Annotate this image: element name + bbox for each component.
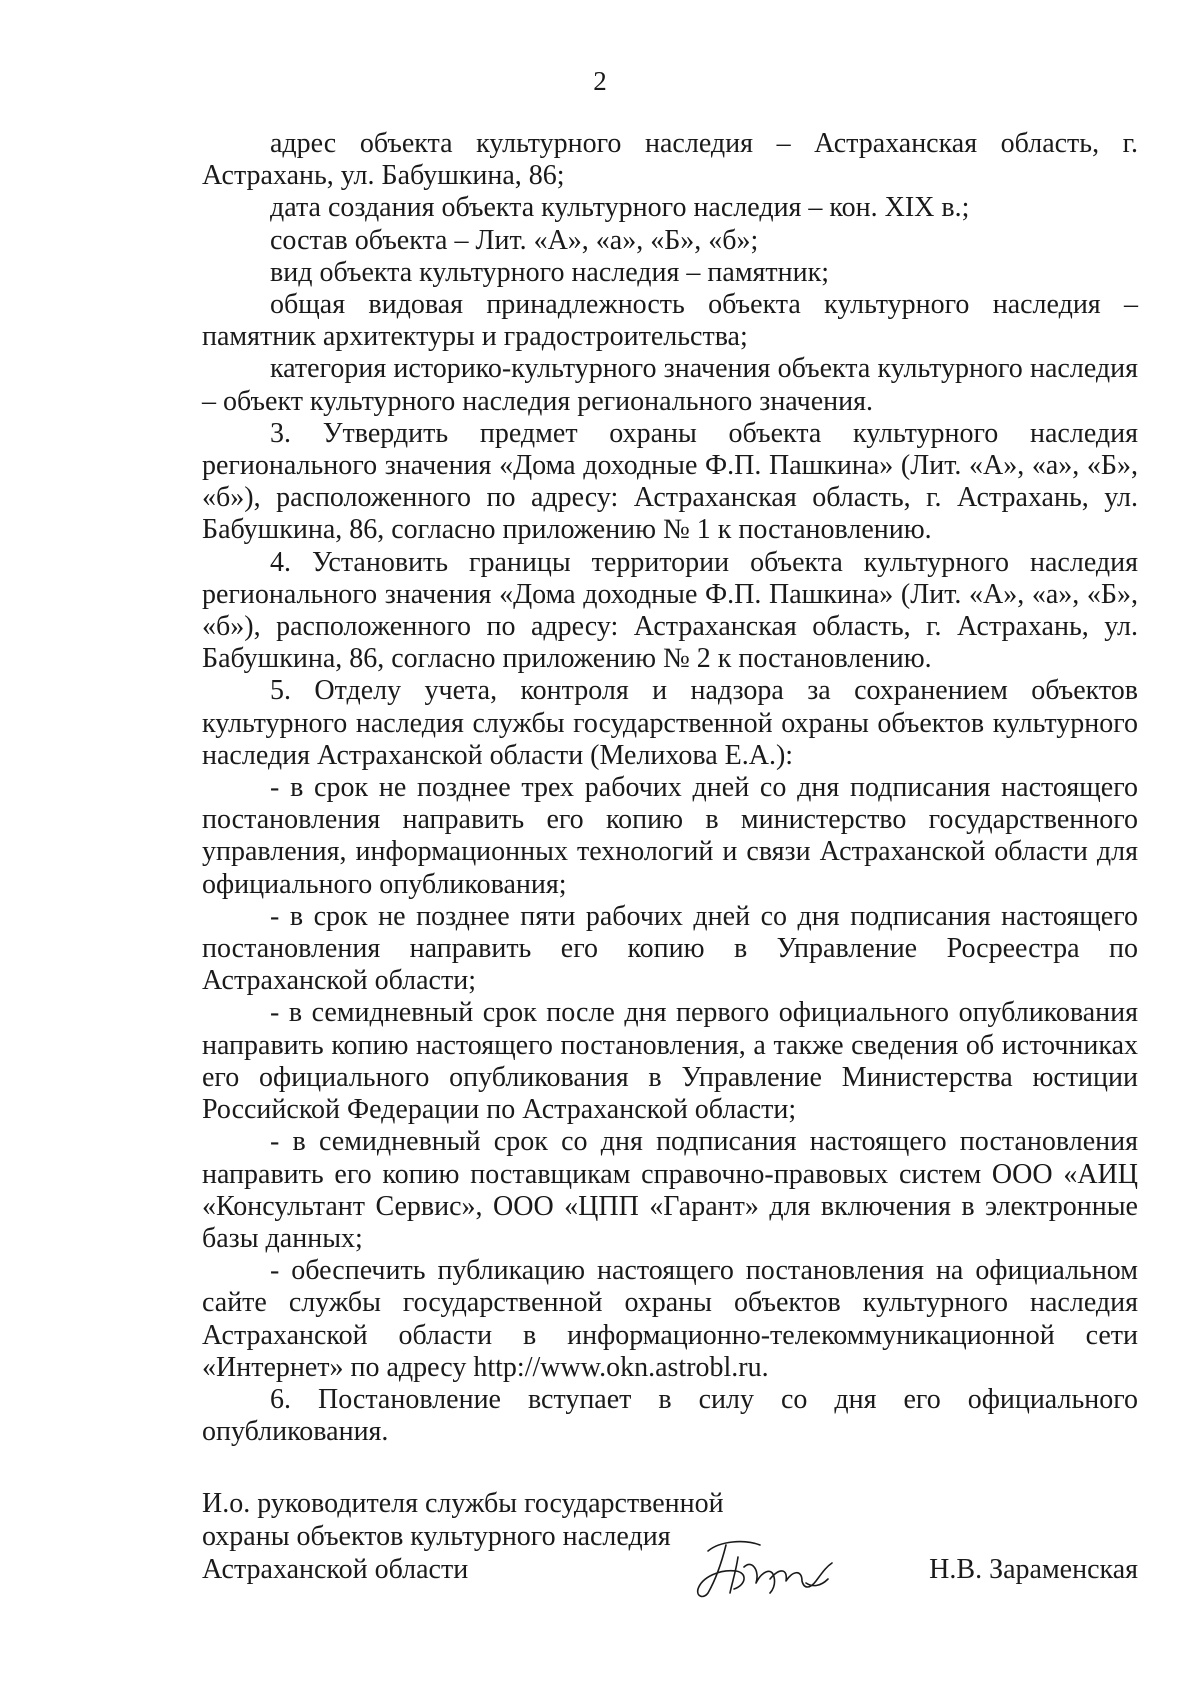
paragraph-type-affiliation: общая видовая принадлежность объекта культурного наследия – памятник архитектуры и градостроительства; [202, 289, 1138, 353]
signatory-position-line: охраны объектов культурного наследия [202, 1521, 671, 1552]
paragraph-item-5-sub-4: - в семидневный срок со дня подписания настоящего постановления направить его копию поставщикам справочно-правовых систем ООО «АИЦ «Консультант Сервис», ООО «ЦПП «Гарант» для включения в электронные базы данных; [202, 1126, 1138, 1254]
document-body [202, 128, 1138, 1448]
signatory-position [202, 1487, 724, 1586]
paragraph-item-6: 6. Постановление вступает в силу со дня его официального опубликования. [202, 1383, 1138, 1448]
paragraph-item-5-sub-1: - в срок не позднее трех рабочих дней со дня подписания настоящего постановления направить его копию в министерство государственного управления, информационных технологий и связи Астраханской области для официального опубликования; [202, 772, 1138, 900]
paragraph-object-kind: вид объекта культурного наследия – памятник; [270, 256, 830, 288]
handwritten-signature [686, 1527, 846, 1607]
paragraph-item-5-sub-3: - в семидневный срок после дня первого официального опубликования направить копию настоящего постановления, а также сведения об источниках его официального опубликования в Управление Министерства юстиции Российской Федерации по Астраханской области; [202, 997, 1138, 1126]
paragraph-address: адрес объекта культурного наследия – Астраханская область, г. Астрахань, ул. Бабушкина, 86; [202, 128, 1138, 192]
paragraph-significance-category: категория историко-культурного значения объекта культурного наследия – объект культурного наследия регионального значения. [202, 353, 1138, 417]
paragraph-item-5: 5. Отделу учета, контроля и надзора за сохранением объектов культурного наследия службы государственной охраны объектов культурного наследия Астраханской области (Мелихова Е.А.): [202, 675, 1138, 771]
signatory-position-line: Астраханской области [202, 1554, 469, 1585]
paragraph-item-4: 4. Установить границы территории объекта культурного наследия регионального значения «Дома доходные Ф.П. Пашкина» (Лит. «А», «а», «Б», «б»), расположенного по адресу: Астраханская область, г. Астрахань, ул. Бабушкина, 86, согласно приложению № 2 к постановлению. [202, 546, 1138, 675]
page-number: 2 [593, 66, 607, 96]
paragraph-object-composition: состав объекта – Лит. «А», «а», «Б», «б»; [270, 224, 759, 256]
paragraph-item-5-sub-2: - в срок не позднее пяти рабочих дней со дня подписания настоящего постановления направить его копию в Управление Росреестра по Астраханской области; [202, 900, 1138, 997]
signature-block [202, 1487, 1138, 1607]
paragraph-item-5-sub-5: - обеспечить публикацию настоящего постановления на официальном сайте службы государственной охраны объектов культурного наследия Астраханской области в информационно-телекоммуникационной сети «Интернет» по адресу http://www.okn.astrobl.ru. [202, 1255, 1138, 1383]
signatory-position-line: И.о. руководителя службы государственной [202, 1488, 724, 1519]
paragraph-creation-date: дата создания объекта культурного наследия – кон. XIX в.; [270, 192, 970, 224]
paragraph-item-3: 3. Утвердить предмет охраны объекта культурного наследия регионального значения «Дома доходные Ф.П. Пашкина» (Лит. «А», «а», «Б», «б»), расположенного по адресу: Астраханская область, г. Астрахань, ул. Бабушкина, 86, согласно приложению № 1 к постановлению. [202, 417, 1138, 546]
signatory-name: Н.В. Зараменская [929, 1554, 1138, 1585]
